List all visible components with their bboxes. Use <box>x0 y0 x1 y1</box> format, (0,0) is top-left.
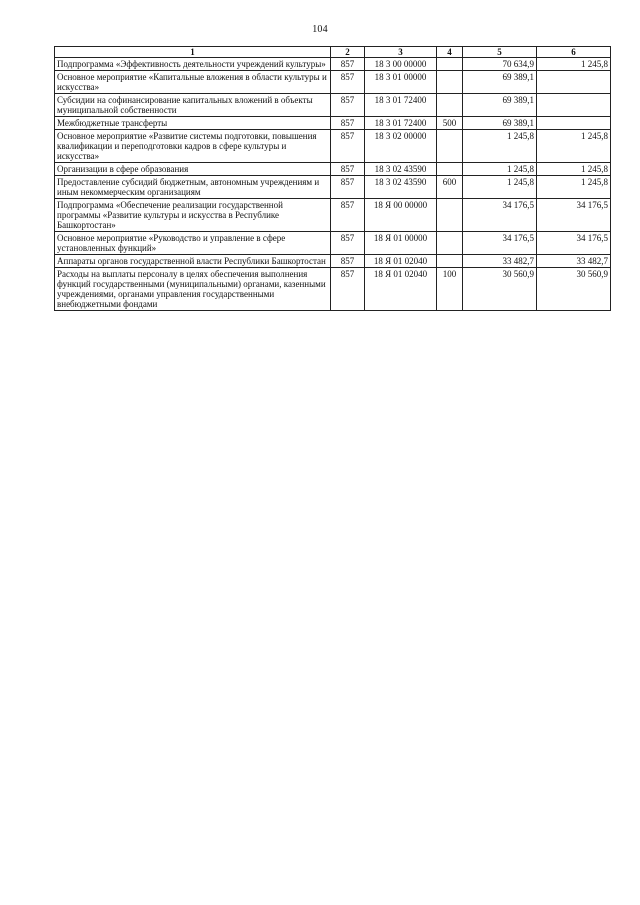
row-admin-code-cell: 857 <box>331 199 365 232</box>
row-expense-type-cell <box>437 255 463 268</box>
row-target-code-cell: 18 Я 01 02040 <box>365 255 437 268</box>
row-name-cell: Основное мероприятие «Развитие системы подготовки, повышения квалификации и переподготовки кадров в сфере культуры и искусства» <box>55 130 331 163</box>
row-amount-2-cell: 1 245,8 <box>537 163 611 176</box>
table-body <box>55 58 611 311</box>
table-row <box>55 58 611 71</box>
column-header-3: 3 <box>365 47 437 58</box>
row-expense-type-cell <box>437 71 463 94</box>
row-admin-code-cell: 857 <box>331 176 365 199</box>
row-amount-1-cell: 69 389,1 <box>463 94 537 117</box>
row-name-cell: Субсидии на софинансирование капитальных вложений в объекты муниципальной собственности <box>55 94 331 117</box>
row-amount-1-cell: 33 482,7 <box>463 255 537 268</box>
row-name-cell: Расходы на выплаты персоналу в целях обеспечения выполнения функций государственными (муниципальными) органами, казенными учреждениями, органами управления государственными внебюджетными фондами <box>55 268 331 311</box>
row-admin-code-cell: 857 <box>331 130 365 163</box>
row-amount-2-cell: 1 245,8 <box>537 58 611 71</box>
row-amount-2-cell <box>537 71 611 94</box>
row-target-code-cell: 18 3 02 43590 <box>365 176 437 199</box>
row-expense-type-cell <box>437 163 463 176</box>
table-row <box>55 163 611 176</box>
table-row <box>55 71 611 94</box>
row-admin-code-cell: 857 <box>331 163 365 176</box>
row-amount-1-cell: 34 176,5 <box>463 199 537 232</box>
row-admin-code-cell: 857 <box>331 232 365 255</box>
row-admin-code-cell: 857 <box>331 58 365 71</box>
row-amount-1-cell: 1 245,8 <box>463 163 537 176</box>
row-expense-type-cell <box>437 58 463 71</box>
row-name-cell: Основное мероприятие «Руководство и управление в сфере установленных функций» <box>55 232 331 255</box>
page-number: 104 <box>312 24 328 35</box>
table-row <box>55 176 611 199</box>
row-amount-1-cell: 30 560,9 <box>463 268 537 311</box>
column-header-4: 4 <box>437 47 463 58</box>
row-target-code-cell: 18 3 01 72400 <box>365 117 437 130</box>
row-amount-2-cell: 33 482,7 <box>537 255 611 268</box>
row-amount-1-cell: 34 176,5 <box>463 232 537 255</box>
table-row <box>55 255 611 268</box>
row-amount-1-cell: 70 634,9 <box>463 58 537 71</box>
row-name-cell: Организации в сфере образования <box>55 163 331 176</box>
row-target-code-cell: 18 3 02 00000 <box>365 130 437 163</box>
table-row <box>55 199 611 232</box>
table-row <box>55 268 611 311</box>
row-amount-1-cell: 69 389,1 <box>463 71 537 94</box>
row-expense-type-cell <box>437 199 463 232</box>
row-amount-2-cell <box>537 117 611 130</box>
row-amount-2-cell: 30 560,9 <box>537 268 611 311</box>
column-header-2: 2 <box>331 47 365 58</box>
row-name-cell: Подпрограмма «Обеспечение реализации государственной программы «Развитие культуры и искусства в Республике Башкортостан» <box>55 199 331 232</box>
row-amount-1-cell: 69 389,1 <box>463 117 537 130</box>
row-admin-code-cell: 857 <box>331 94 365 117</box>
row-target-code-cell: 18 3 02 43590 <box>365 163 437 176</box>
row-target-code-cell: 18 3 00 00000 <box>365 58 437 71</box>
row-amount-1-cell: 1 245,8 <box>463 130 537 163</box>
row-expense-type-cell <box>437 94 463 117</box>
row-admin-code-cell: 857 <box>331 255 365 268</box>
budget-table <box>54 46 611 311</box>
row-name-cell: Предоставление субсидий бюджетным, автономным учреждениям и иным некоммерческим организациям <box>55 176 331 199</box>
table-header <box>55 47 611 58</box>
row-expense-type-cell: 500 <box>437 117 463 130</box>
row-amount-2-cell: 34 176,5 <box>537 232 611 255</box>
row-admin-code-cell: 857 <box>331 71 365 94</box>
row-admin-code-cell: 857 <box>331 268 365 311</box>
row-amount-2-cell: 1 245,8 <box>537 176 611 199</box>
row-target-code-cell: 18 Я 01 00000 <box>365 232 437 255</box>
row-target-code-cell: 18 3 01 00000 <box>365 71 437 94</box>
row-amount-2-cell: 1 245,8 <box>537 130 611 163</box>
row-target-code-cell: 18 3 01 72400 <box>365 94 437 117</box>
row-expense-type-cell <box>437 130 463 163</box>
column-header-6: 6 <box>537 47 611 58</box>
row-expense-type-cell: 100 <box>437 268 463 311</box>
row-name-cell: Основное мероприятие «Капитальные вложения в области культуры и искусства» <box>55 71 331 94</box>
row-expense-type-cell <box>437 232 463 255</box>
table-row <box>55 94 611 117</box>
header-row <box>55 47 611 58</box>
table-row <box>55 117 611 130</box>
row-name-cell: Подпрограмма «Эффективность деятельности учреждений культуры» <box>55 58 331 71</box>
row-target-code-cell: 18 Я 00 00000 <box>365 199 437 232</box>
column-header-5: 5 <box>463 47 537 58</box>
row-expense-type-cell: 600 <box>437 176 463 199</box>
row-admin-code-cell: 857 <box>331 117 365 130</box>
row-amount-2-cell: 34 176,5 <box>537 199 611 232</box>
row-amount-1-cell: 1 245,8 <box>463 176 537 199</box>
row-name-cell: Аппараты органов государственной власти Республики Башкортостан <box>55 255 331 268</box>
row-target-code-cell: 18 Я 01 02040 <box>365 268 437 311</box>
column-header-1: 1 <box>55 47 331 58</box>
table-row <box>55 130 611 163</box>
row-name-cell: Межбюджетные трансферты <box>55 117 331 130</box>
table-row <box>55 232 611 255</box>
row-amount-2-cell <box>537 94 611 117</box>
